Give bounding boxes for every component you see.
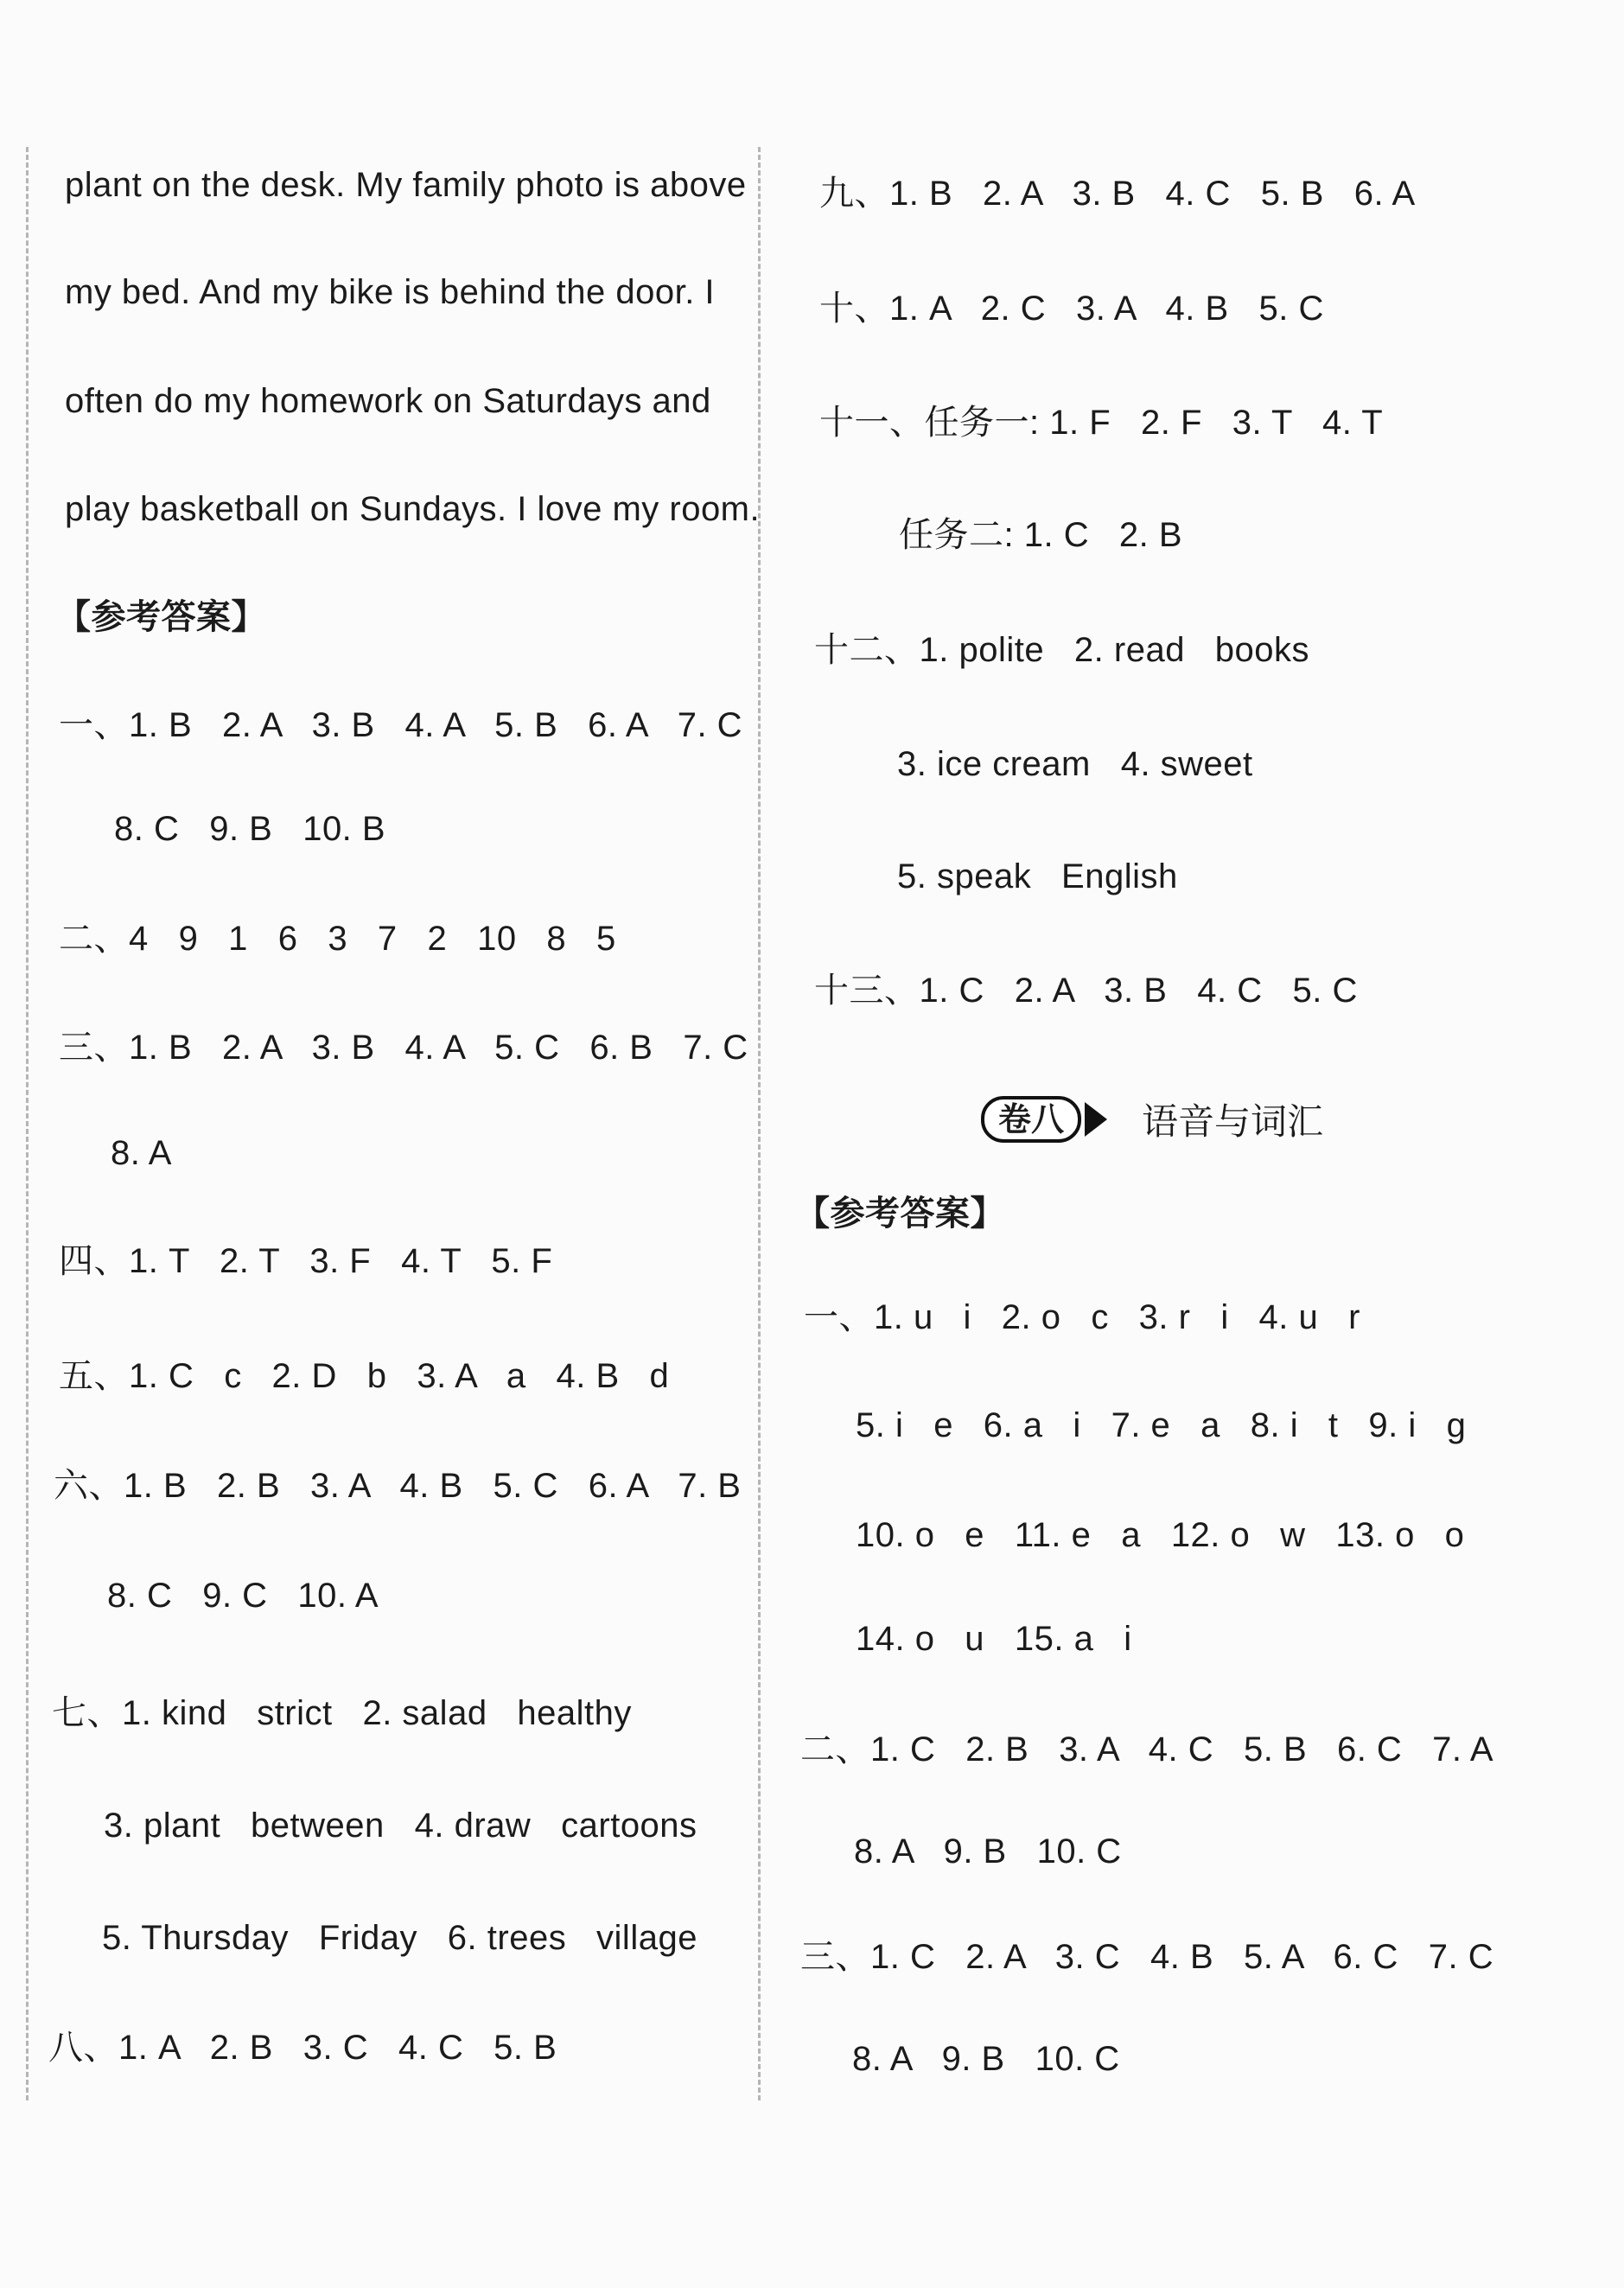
answer-line: 10. o e 11. e a 12. o w 13. o o bbox=[856, 1516, 1465, 1554]
answer-line: 八、1. A 2. B 3. C 4. C 5. B bbox=[48, 2029, 557, 2067]
right-column bbox=[769, 0, 1624, 2109]
answer-line: 十二、1. polite 2. read books bbox=[814, 631, 1310, 669]
answer-key-heading: 【参考答案】 bbox=[56, 598, 266, 636]
answer-line: 二、1. C 2. B 3. A 4. C 5. B 6. C 7. A bbox=[800, 1730, 1494, 1769]
answer-line: 三、1. C 2. A 3. C 4. B 5. A 6. C 7. C bbox=[800, 1938, 1494, 1976]
answer-line: 六、1. B 2. B 3. A 4. B 5. C 6. A 7. B bbox=[54, 1467, 742, 1505]
left-margin-dashed-line bbox=[26, 147, 29, 2100]
answer-line: 8. A 9. B 10. C bbox=[852, 2040, 1120, 2078]
triangle-arrow-icon bbox=[1085, 1102, 1107, 1137]
answer-line: 一、1. u i 2. o c 3. r i 4. u r bbox=[804, 1298, 1360, 1336]
answer-line: 3. plant between 4. draw cartoons bbox=[104, 1807, 697, 1845]
answer-line: 3. ice cream 4. sweet bbox=[897, 745, 1253, 783]
answer-line: 一、1. B 2. A 3. B 4. A 5. B 6. A 7. C bbox=[59, 706, 743, 744]
answer-line: 8. C 9. B 10. B bbox=[114, 810, 386, 848]
passage-line: my bed. And my bike is behind the door. I bbox=[65, 273, 716, 311]
answer-line: 14. o u 15. a i bbox=[856, 1620, 1132, 1658]
answer-line: 七、1. kind strict 2. salad healthy bbox=[52, 1694, 632, 1732]
left-column bbox=[0, 0, 769, 2109]
passage-line: play basketball on Sundays. I love my room. bbox=[65, 490, 761, 528]
answer-line: 四、1. T 2. T 3. F 4. T 5. F bbox=[59, 1242, 553, 1280]
section-badge: 卷八 bbox=[981, 1096, 1081, 1143]
answer-line: 8. A bbox=[111, 1134, 172, 1172]
answer-line: 5. speak English bbox=[897, 857, 1178, 895]
answer-key-heading: 【参考答案】 bbox=[795, 1195, 1005, 1233]
answer-line: 5. Thursday Friday 6. trees village bbox=[102, 1919, 697, 1957]
answer-line: 九、1. B 2. A 3. B 4. C 5. B 6. A bbox=[819, 175, 1416, 213]
answer-line: 十三、1. C 2. A 3. B 4. C 5. C bbox=[814, 972, 1358, 1010]
answer-line: 五、1. C c 2. D b 3. A a 4. B d bbox=[59, 1357, 670, 1395]
answer-line: 8. C 9. C 10. A bbox=[107, 1577, 379, 1615]
passage-line: often do my homework on Saturdays and bbox=[65, 382, 711, 420]
section-title: 语音与词汇 bbox=[1142, 1100, 1324, 1143]
answer-line: 5. i e 6. a i 7. e a 8. i t 9. i g bbox=[856, 1406, 1467, 1444]
answer-line: 十一、任务一: 1. F 2. F 3. T 4. T bbox=[819, 404, 1384, 442]
answer-line: 三、1. B 2. A 3. B 4. A 5. C 6. B 7. C bbox=[59, 1029, 748, 1067]
passage-line: plant on the desk. My family photo is above bbox=[65, 166, 747, 204]
answer-line: 任务二: 1. C 2. B bbox=[899, 516, 1183, 554]
section-header bbox=[981, 1093, 1323, 1145]
answer-line: 十、1. A 2. C 3. A 4. B 5. C bbox=[819, 290, 1324, 328]
answer-line: 二、4 9 1 6 3 7 2 10 8 5 bbox=[59, 920, 616, 958]
column-divider-dashed-line bbox=[758, 147, 761, 2100]
answer-line: 8. A 9. B 10. C bbox=[854, 1832, 1122, 1871]
